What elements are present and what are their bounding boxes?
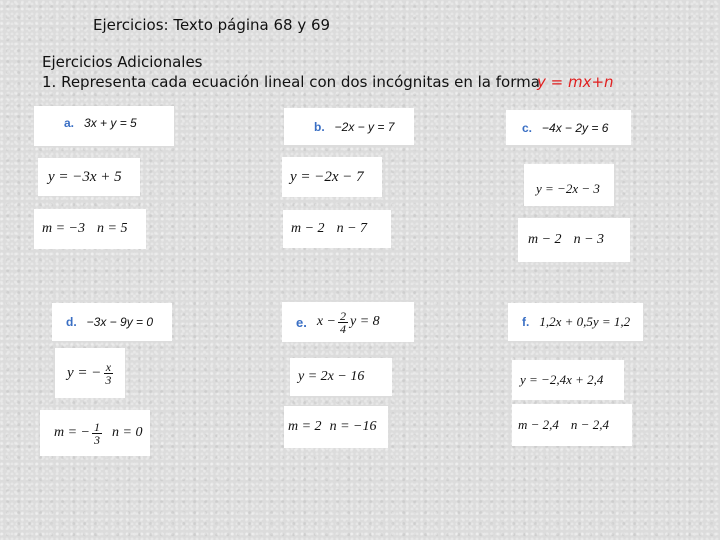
problem-c-n: n − 3 [573, 232, 605, 247]
problem-e-slope-form [290, 358, 392, 396]
problem-f-n: n − 2,4 [570, 417, 609, 432]
problem-e-equation [282, 302, 414, 342]
problem-e-eq-numerator: 2 [340, 308, 347, 323]
problem-d-values [40, 410, 150, 456]
problem-d-m-fraction [92, 421, 102, 446]
section-heading: Ejercicios Adicionales [42, 53, 203, 71]
problem-c-slope-form [524, 164, 614, 206]
problem-c-values [518, 218, 630, 262]
problem-f-equation [508, 303, 643, 341]
problem-e-values [284, 406, 388, 448]
problem-e-n: n = −16 [329, 419, 377, 434]
problem-a-slope-text: y = −3x + 5 [48, 168, 122, 185]
problem-d-equation [52, 303, 172, 341]
problem-a-m: m = −3 [42, 221, 86, 236]
problem-b-m: m − 2 [291, 221, 325, 236]
problem-a-n: n = 5 [97, 221, 128, 236]
instruction-text: 1. Representa cada ecuación lineal con dos incógnitas en la forma [42, 73, 540, 91]
problem-a-label: a. [64, 116, 75, 130]
problem-b-slope-text: y = −2x − 7 [290, 168, 364, 185]
problem-e-eq-prefix: x − [316, 314, 337, 329]
problem-b-label: b. [314, 119, 325, 134]
problem-c-equation [506, 110, 631, 145]
problem-b-slope-form [282, 157, 382, 197]
problem-f-slope-form [512, 360, 624, 400]
problem-b-n: n − 7 [336, 221, 368, 236]
problem-c-m: m − 2 [528, 232, 562, 247]
problem-c-label: c. [522, 120, 533, 135]
problem-e-eq-denominator: 4 [340, 321, 347, 336]
problem-d-slope-prefix: y = − [67, 364, 102, 381]
page-title: Ejercicios: Texto página 68 y 69 [93, 16, 331, 34]
problem-b-equation [284, 108, 414, 145]
problem-b-values [283, 210, 391, 248]
problem-a-slope-form [38, 158, 140, 196]
problem-d-m-prefix: m = − [54, 425, 91, 440]
problem-b-text: −2x − y = 7 [334, 119, 395, 134]
problem-f-label: f. [522, 315, 530, 329]
problem-d-n: n = 0 [112, 425, 143, 440]
problem-f-values [512, 404, 632, 446]
problem-d-text: −3x − 9y = 0 [86, 315, 154, 329]
target-formula: y = mx+n [537, 73, 614, 91]
problem-f-slope-text: y = −2,4x + 2,4 [520, 372, 604, 387]
problem-a-equation [34, 106, 174, 146]
problem-f-text: 1,2x + 0,5y = 1,2 [539, 314, 631, 329]
problem-c-text: −4x − 2y = 6 [542, 120, 609, 135]
problem-e-text [317, 310, 380, 335]
problem-d-m-denominator: 3 [94, 432, 101, 447]
problem-e-eq-suffix: y = 8 [350, 314, 380, 329]
problem-d-slope-denominator: 3 [105, 372, 112, 387]
problem-e-label: e. [296, 314, 307, 330]
problem-d-label: d. [66, 315, 77, 329]
problem-d-slope-numerator: x [105, 359, 112, 374]
problem-e-eq-fraction [338, 310, 348, 335]
problem-a-text: 3x + y = 5 [84, 116, 137, 130]
problem-c-slope-text: y = −2x − 3 [536, 181, 600, 196]
problem-d-m-numerator: 1 [94, 419, 101, 434]
problem-e-m: m = 2 [288, 419, 322, 434]
problem-f-m: m − 2,4 [518, 417, 559, 432]
problem-d-slope-fraction [103, 361, 113, 386]
problem-a-values [34, 209, 146, 249]
problem-e-slope-text: y = 2x − 16 [298, 369, 365, 384]
problem-d-slope-form [55, 348, 125, 398]
